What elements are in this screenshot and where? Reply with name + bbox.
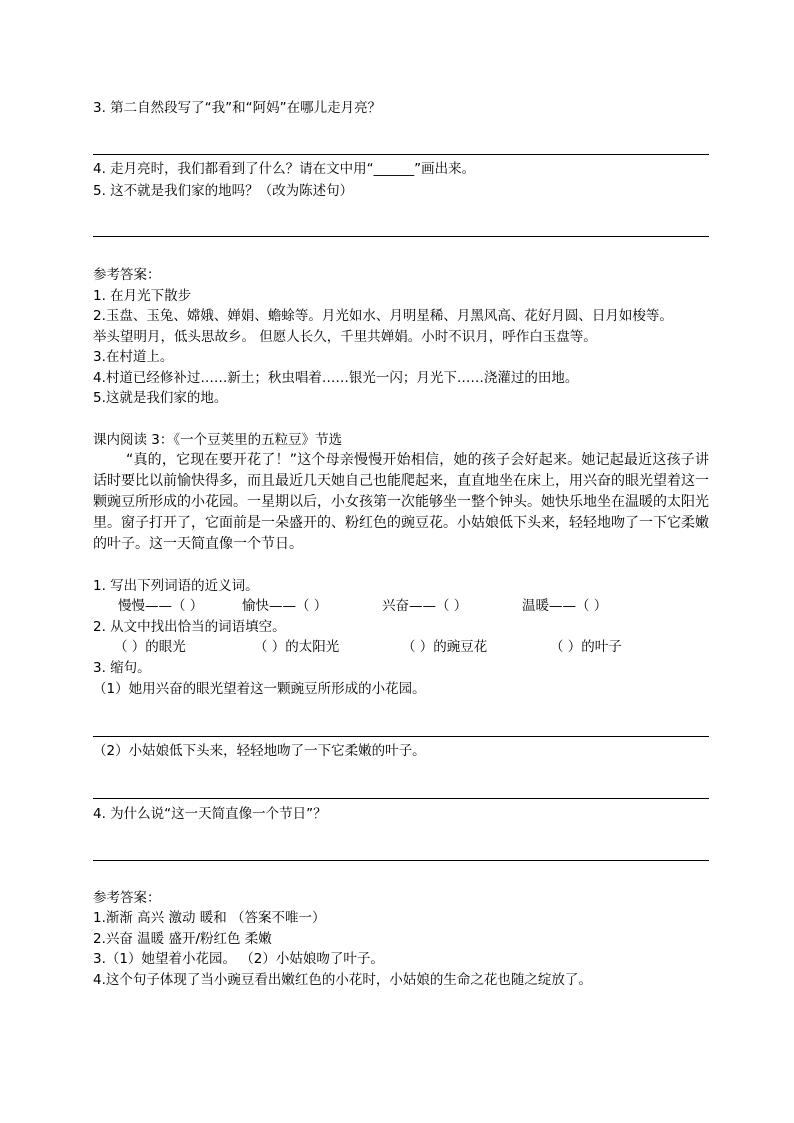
synonym-row [118,596,607,616]
answer-1: 1. 在月光下散步 [93,288,192,304]
synonym-blank-4: 温暖——（ ） [522,598,608,614]
answer-line [93,236,709,237]
answer-key-3: 3.（1）她望着小花园。 （2）小姑娘吻了叶子。 [93,951,384,967]
answer-4: 4.村道已经修补过……新土；秋虫唱着……银光一闪；月光下……浇灌过的田地。 [93,370,579,386]
passage-text: “真的，它现在要开花了！”这个母亲慢慢开始相信，她的孩子会好起来。她记起最近这孩子讲话时要比以前愉快得多，而且最近几天她自己也能爬起来，直直地坐在床上，用兴奋的眼光望着这一颗豌豆所形成的小花园。一星期以后，小女孩第一次能够坐一整个钟头。她快乐地坐在温暖的太阳光里。窗子打开了，它面前是一朵盛开的、粉红色的豌豆花。小姑娘低下头来，轻轻地吻了一下它柔嫩的叶子。这一天简直像一个节日。 [93,452,709,552]
answer-line [93,154,709,155]
synonym-blank-2: 愉快——（ ） [242,598,328,614]
fill-blank-1: （ ）的眼光 [114,639,186,655]
fill-blank-3: （ ）的豌豆花 [402,639,488,655]
fill-blank-4: （ ）的叶子 [550,639,622,655]
exercise-4: 4. 为什么说“这一天简直像一个节日”？ [93,806,327,822]
reading-passage [93,450,709,555]
exercise-1: 1. 写出下列词语的近义词。 [93,578,259,594]
question-5: 5. 这不就是我们家的地吗？（改为陈述句） [93,183,354,199]
answer-line [93,736,709,737]
synonym-blank-3: 兴奋——（ ） [382,598,468,614]
synonym-blank-1: 慢慢——（ ） [118,598,204,614]
question-3: 3. 第二自然段写了“我”和“阿妈”在哪儿走月亮？ [93,100,382,116]
reading-title: 课内阅读 3：《一个豆荚里的五粒豆》节选 [93,432,343,448]
exercise-3: 3. 缩句。 [93,660,151,676]
answer-key-2: 2.兴奋 温暖 盛开/粉红色 柔嫩 [93,931,272,947]
answer-key-4: 4.这个句子体现了当小豌豆看出嫩红色的小花时，小姑娘的生命之花也随之绽放了。 [93,972,592,988]
fill-blank-row [114,637,622,657]
answer-key-1: 1.渐渐 高兴 激动 暖和 （答案不唯一） [93,910,326,926]
answer-line [93,798,709,799]
question-4: 4. 走月亮时，我们都看到了什么？请在文中用“______”画出来。 [93,161,476,177]
answer-line [93,860,709,861]
answer-3: 3.在村道上。 [93,349,174,365]
fill-blank-2: （ ）的太阳光 [254,639,340,655]
answer-2: 2.玉盘、玉兔、嫦娥、婵娟、蟾蜍等。月光如水、月明星稀、月黑风高、花好月圆、日月如梭等。 [93,308,673,324]
exercise-2: 2. 从文中找出恰当的词语填空。 [93,619,286,635]
answer-key-title-2: 参考答案： [93,890,161,906]
answer-5: 5.这就是我们家的地。 [93,390,228,406]
exercise-3-part-1: （1）她用兴奋的眼光望着这一颗豌豆所形成的小花园。 [93,681,426,697]
answer-key-title: 参考答案： [93,267,161,283]
exercise-3-part-2: （2）小姑娘低下头来，轻轻地吻了一下它柔嫩的叶子。 [93,743,426,759]
answer-2-continued: 举头望明月，低头思故乡。 但愿人长久，千里共婵娟。小时不识月，呼作白玉盘等。 [93,329,597,345]
